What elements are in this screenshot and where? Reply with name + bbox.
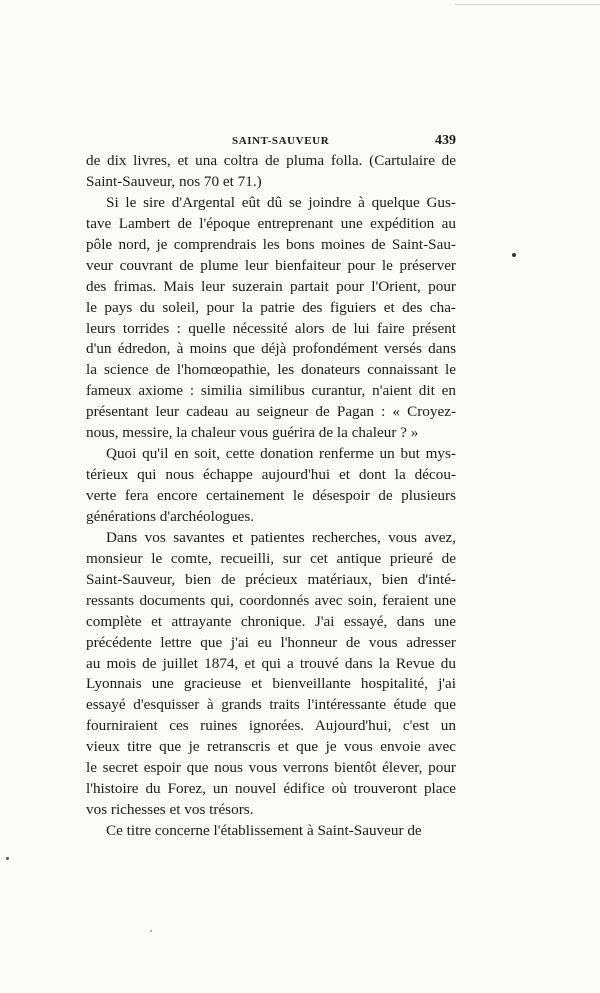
text-line: essayé d'esquisser à grands traits l'intéressante étude que bbox=[86, 696, 456, 714]
text-line: nous, messire, la chaleur vous guérira de la chaleur ? » bbox=[86, 424, 419, 442]
text-line: vieux titre que je retranscris et que je vous envoie avec bbox=[86, 738, 456, 756]
text-line: verte fera encore certainement le désespoir de plusieurs bbox=[86, 487, 456, 504]
page-edge-rule bbox=[455, 4, 600, 5]
text-line: fourniraient ces ruines ignorées. Aujourd'hui, c'est un bbox=[86, 717, 456, 735]
text-line: au mois de juillet 1874, et qui a trouvé dans la Revue du bbox=[86, 654, 456, 672]
text-line: Ce titre concerne l'établissement à Saint-Sauveur de bbox=[106, 822, 422, 839]
ink-speck bbox=[512, 253, 516, 257]
text-line: Si le sire d'Argental eût dû se joindre à quelque Gus- bbox=[106, 193, 456, 211]
text-line: tave Lambert de l'époque entreprenant une expédition au bbox=[86, 214, 456, 232]
text-line: des frimas. Mais leur suzerain partait pour l'Orient, pour bbox=[86, 277, 456, 295]
text-line: la science de l'homœopathie, les donateurs connaissant le bbox=[86, 361, 456, 379]
text-line: l'histoire du Forez, un nouvel édifice où trouveront place bbox=[86, 780, 456, 798]
text-line: précédente lettre que j'ai eu l'honneur de vous adresser bbox=[86, 633, 456, 651]
text-line: complète et attrayante chronique. J'ai essayé, dans une bbox=[86, 612, 456, 630]
running-head: SAINT-SAUVEUR bbox=[232, 135, 330, 147]
text-line: pôle nord, je comprendrais les bons moines de Saint-Sau- bbox=[86, 235, 456, 253]
text-line: veur couvrant de plume leur bienfaiteur pour le préserver bbox=[86, 256, 456, 274]
text-line: fameux axiome : similia similibus curantur, n'aient dit en bbox=[86, 382, 456, 400]
text-line: Lyonnais une gracieuse et bienveillante hospitalité, j'ai bbox=[86, 675, 456, 693]
text-line: générations d'archéologues. bbox=[86, 507, 255, 525]
text-line: le secret espoir que nous vous verrons bientôt élever, pour bbox=[86, 759, 456, 777]
text-line: Dans vos savantes et patientes recherches, vous avez, bbox=[106, 528, 456, 546]
page-number: 439 bbox=[435, 133, 456, 148]
ink-speck bbox=[6, 857, 9, 860]
ink-speck bbox=[150, 930, 152, 932]
text-line: Quoi qu'il en soit, cette donation renferme un but mys- bbox=[106, 445, 456, 463]
text-line: vos richesses et vos trésors. bbox=[86, 801, 254, 819]
text-line: Saint-Sauveur, nos 70 et 71.) bbox=[86, 172, 262, 190]
text-line: présentant leur cadeau au seigneur de Pagan : « Croyez- bbox=[86, 403, 456, 421]
text-line: térieux qui nous échappe aujourd'hui et dont la décou- bbox=[86, 466, 456, 484]
text-line: leurs torrides : quelle nécessité alors de lui faire présent bbox=[86, 319, 456, 337]
text-line: Saint-Sauveur, bien de précieux matériaux, bien d'inté- bbox=[86, 570, 456, 588]
body-text bbox=[86, 151, 456, 842]
page-header bbox=[86, 133, 456, 151]
text-line: de dix livres, et una coltra de pluma folla. (Cartulaire de bbox=[86, 152, 456, 169]
text-line: le pays du soleil, pour la patrie des figuiers et des cha- bbox=[86, 298, 456, 316]
text-line: monsieur le comte, recueilli, sur cet antique prieuré de bbox=[86, 549, 456, 567]
text-line: d'un édredon, à moins que déjà profondément versés dans bbox=[86, 340, 456, 358]
text-line: ressants documents qui, coordonnés avec soin, feraient une bbox=[86, 591, 456, 609]
